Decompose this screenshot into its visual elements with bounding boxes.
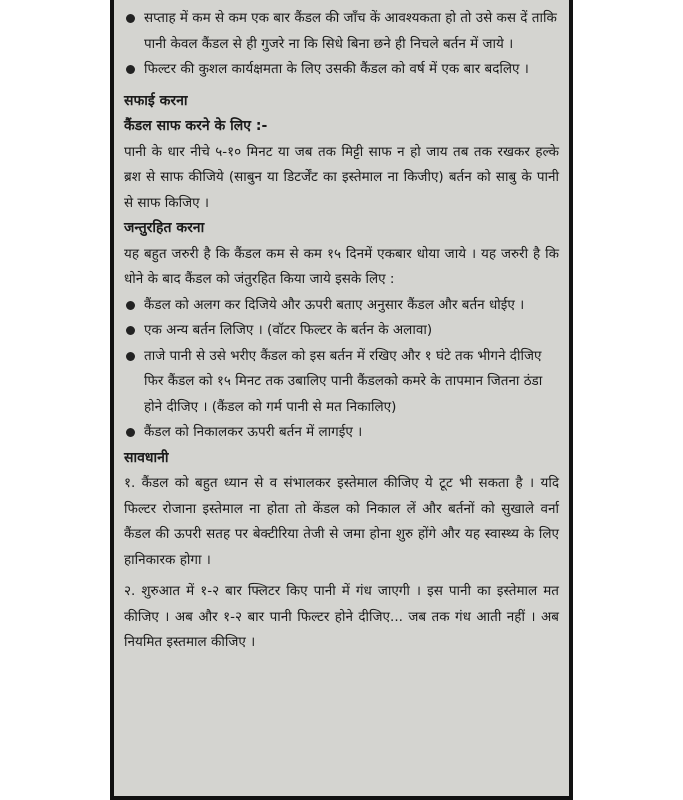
bullet-text: फिल्टर की कुशल कार्यक्षमता के लिए उसकी कैंडल को वर्ष में एक बार बदलिए । [144,61,529,77]
bullet-icon [126,301,135,310]
list-item [124,344,559,421]
bullet-icon [126,14,135,23]
list-item [124,6,559,57]
cleaning-paragraph: पानी के धार नीचे ५-१० मिनट या जब तक मिट्टी साफ न हो जाय तब तक रखकर हल्के ब्रश से साफ कीजिये (साबुन या डिटर्जेंट का इस्तेमाल ना किजीए) बर्तन को साबु के पानी से साफ किजिए । [124,143,559,211]
bullet-text: ताजे पानी से उसे भरीए कैंडल को इस बर्तन में रखिए और १ घंटे तक भीगने दीजिए फिर कैंडल को १५ मिनट तक उबालिए पानी कैंडलको कमरे के तापमान जितना ठंडा होने दीजिए । (कैंडल को गर्म पानी से मत निकालिए) [144,347,543,415]
bullet-icon [126,65,135,74]
list-item [124,318,559,344]
list-item [124,57,559,83]
caution-point-2: २. शुरुआत में १-२ बार फ्लिटर किए पानी में गंध जाएगी । इस पानी का इस्तेमाल मत कीजिए । अब और १-२ बार पानी फिल्टर होने दीजिए... जब तक गंध आती नहीं । अब नियमित इस्तमाल कीजिए । [124,583,559,650]
bullet-text: कैंडल को निकालकर ऊपरी बर्तन में लागईए । [144,424,363,440]
list-item [124,293,559,319]
document-page [110,0,573,800]
section-heading-caution: सावधानी [124,449,169,466]
list-item [124,420,559,446]
bullet-icon [126,352,135,361]
sterilize-paragraph: यह बहुत जरुरी है कि कैंडल कम से कम १५ दिनमें एकबार धोया जाये । यह जरुरी है कि धोने के बाद कैंडल को जंतुरहित किया जाये इसके लिए : [124,245,559,287]
bullet-icon [126,428,135,437]
bullet-icon [126,326,135,335]
bullet-text: सप्ताह में कम से कम एक बार कैंडल की जाँच कें आवश्यकता हो तो उसे कस दें ताकि पानी केवल कैंडल से ही गुजरे ना कि सिधे बिना छने ही निचले बर्तन में जाये । [144,10,557,52]
caution-point-1: १. कैंडल को बहुत ध्यान से व संभालकर इस्तेमाल कीजिए ये टूट भी सकता है । यदि फिल्टर रोजाना इस्तेमाल ना होता तो केंडल को निकाल लें और बर्तनों को सुखाले वर्ना कैंडल की ऊपरी सतह पर बेक्टीरिया तेजी से जमा होना शुरु होंगे और यह स्वास्थ्य के लिए हानिकारक होगा । [124,475,559,568]
section-heading-sterilize: जन्तुरहित करना [124,220,205,236]
subheading-candle-cleaning: कैंडल साफ करने के लिए :- [124,118,268,134]
bullet-text: एक अन्य बर्तन लिजिए । (वॉटर फिल्टर के बर्तन के अलावा) [144,322,433,338]
section-heading-cleaning: सफाई करना [124,92,188,109]
bullet-text: कैंडल को अलग कर दिजिये और ऊपरी बताए अनुसार कैंडल और बर्तन धोईए । [144,296,525,313]
